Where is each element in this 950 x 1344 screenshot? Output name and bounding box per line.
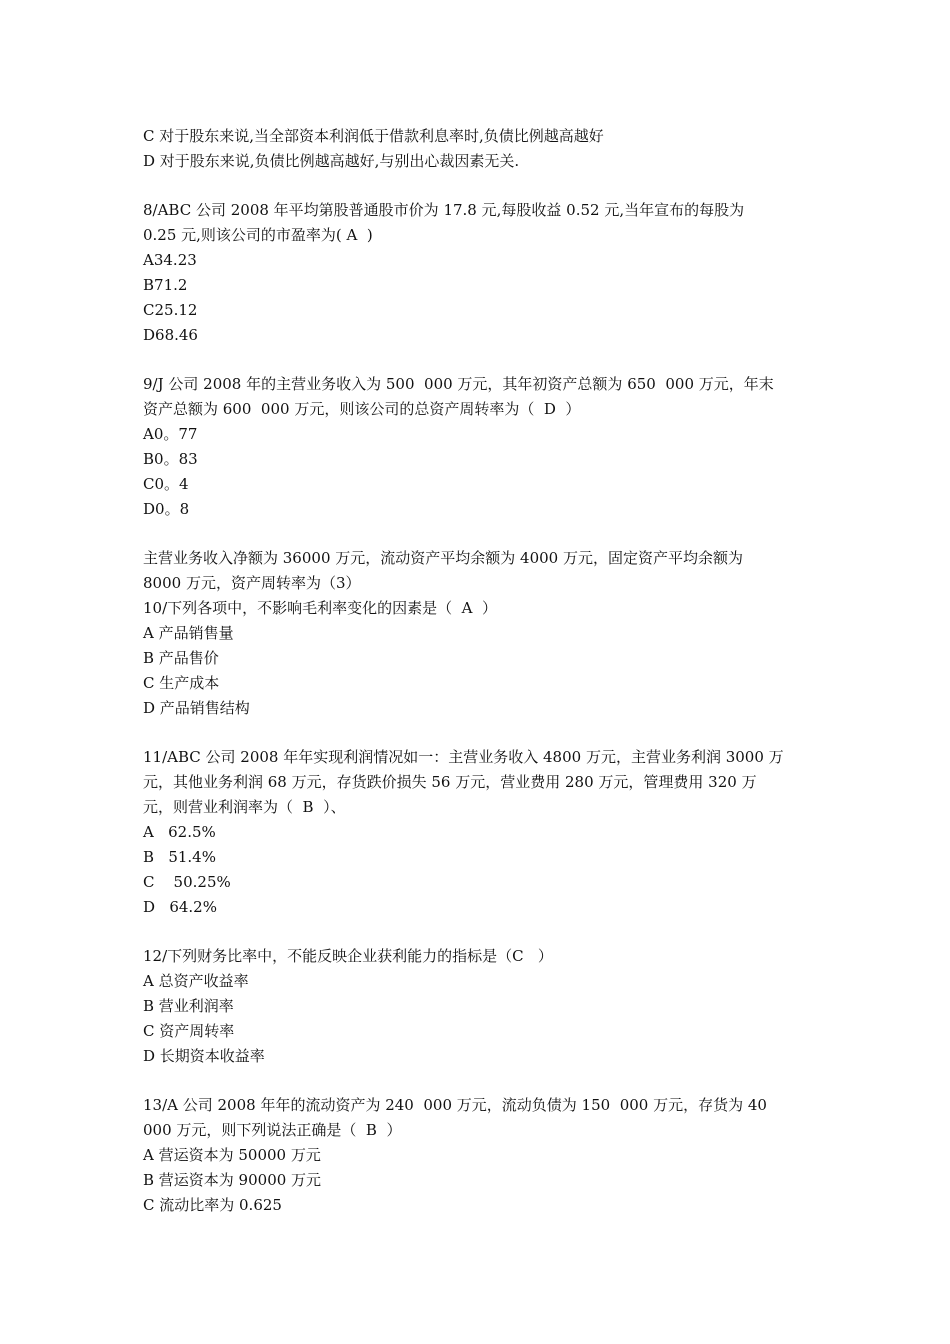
option-c: C 生产成本 (143, 674, 220, 692)
question-text: 13/A 公司 2008 年年的流动资产为 240 000 万元，流动负债为 150 000 万元，存货为 40 (143, 1096, 767, 1114)
question-text: 元，则营业利润率为（ B ）、 (143, 798, 346, 816)
option-a: A 总资产收益率 (143, 972, 249, 990)
option-c: C0。4 (143, 475, 189, 493)
document-page (143, 124, 813, 1218)
text-line: D 对于股东来说,负债比例越高越好,与别出心裁因素无关. (143, 152, 520, 170)
option-d: D 64.2% (143, 898, 217, 916)
option-a: A34.23 (143, 251, 197, 269)
option-d: D68.46 (143, 326, 198, 344)
question-text: 10/下列各项中，不影响毛利率变化的因素是（ A ） (143, 599, 498, 617)
option-c: C 流动比率为 0.625 (143, 1196, 282, 1214)
question-8 (143, 198, 813, 348)
option-d: D 产品销售结构 (143, 699, 250, 717)
question-text: 000 万元，则下列说法正确是（ B ） (143, 1121, 402, 1139)
option-b: B71.2 (143, 276, 188, 294)
option-a: A0。77 (143, 425, 198, 443)
note-text: 8000 万元，资产周转率为（3） (143, 574, 361, 592)
option-d: D 长期资本收益率 (143, 1047, 265, 1065)
text-line: C 对于股东来说,当全部资本利润低于借款利息率时,负债比例越高越好 (143, 127, 604, 145)
option-b: B0。83 (143, 450, 198, 468)
option-a: A 营运资本为 50000 万元 (143, 1146, 321, 1164)
question-text: 资产总额为 600 000 万元，则该公司的总资产周转率为（ D ） (143, 400, 581, 418)
option-d: D0。8 (143, 500, 190, 518)
question-text: 12/下列财务比率中，不能反映企业获利能力的指标是（C ） (143, 947, 553, 965)
option-b: B 营业利润率 (143, 997, 234, 1015)
option-a: A 62.5% (143, 823, 216, 841)
option-b: B 产品售价 (143, 649, 219, 667)
note-text: 主营业务收入净额为 36000 万元，流动资产平均余额为 4000 万元，固定资产平均余额为 (143, 549, 743, 567)
question-10 (143, 546, 813, 721)
paragraph-q7-options (143, 124, 813, 174)
option-b: B 营运资本为 90000 万元 (143, 1171, 322, 1189)
question-11 (143, 745, 813, 920)
option-c: C 资产周转率 (143, 1022, 235, 1040)
option-c: C 50.25% (143, 873, 231, 891)
question-12 (143, 944, 813, 1069)
question-13 (143, 1093, 813, 1218)
option-b: B 51.4% (143, 848, 216, 866)
question-text: 11/ABC 公司 2008 年年实现利润情况如一：主营业务收入 4800 万元，主营业务利润 3000 万 (143, 748, 784, 766)
question-text: 元，其他业务利润 68 万元，存货跌价损失 56 万元，营业费用 280 万元，管理费用 320 万 (143, 773, 757, 791)
question-text: 8/ABC 公司 2008 年平均第股普通股市价为 17.8 元,每股收益 0.52 元,当年宣布的每股为 (143, 201, 745, 219)
question-text: 9/J 公司 2008 年的主营业务收入为 500 000 万元，其年初资产总额为 650 000 万元，年末 (143, 375, 774, 393)
question-text: 0.25 元,则该公司的市盈率为( A ) (143, 226, 373, 244)
option-c: C25.12 (143, 301, 198, 319)
question-9 (143, 372, 813, 522)
option-a: A 产品销售量 (143, 624, 234, 642)
